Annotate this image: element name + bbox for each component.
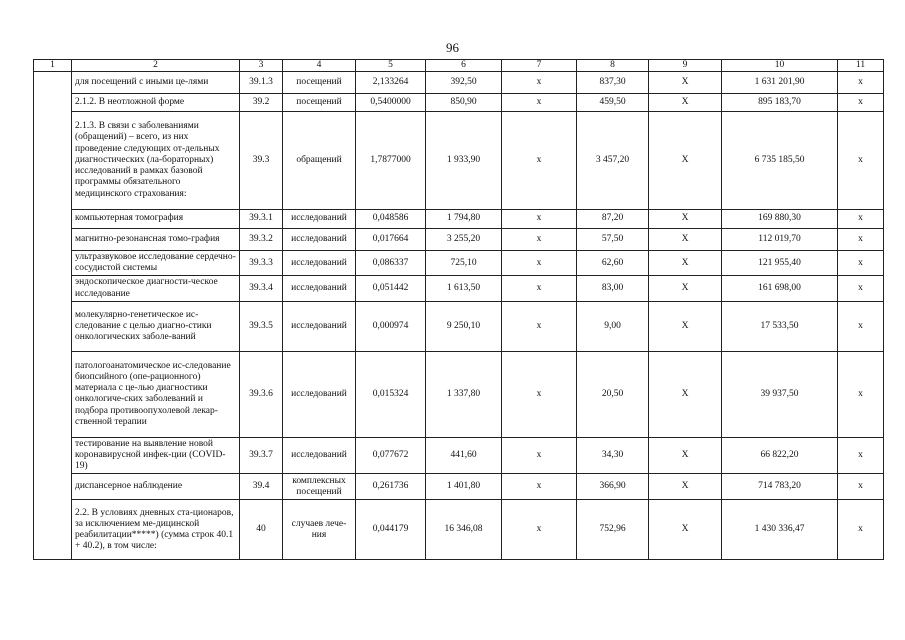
- table-row: [34, 229, 884, 251]
- row-unit-cell: исследований: [283, 437, 356, 474]
- row-col6-cell: 1 794,80: [426, 210, 502, 229]
- row-col5-cell: 0,086337: [356, 251, 426, 276]
- row-code-cell: 40: [240, 500, 283, 560]
- row-col5-cell: 1,7877000: [356, 112, 426, 210]
- row-code-cell: 39.2: [240, 94, 283, 112]
- row-col7-cell: х: [502, 474, 577, 500]
- row-col7-cell: х: [502, 276, 577, 301]
- row-code-cell: 39.3.6: [240, 351, 283, 437]
- page-number: 96: [446, 40, 459, 55]
- header-cell: 11: [838, 60, 884, 72]
- row-col10-cell: 66 822,20: [722, 437, 838, 474]
- row-col6-cell: 1 613,50: [426, 276, 502, 301]
- row-col8-cell: 3 457,20: [577, 112, 649, 210]
- row-unit-cell: посещений: [283, 72, 356, 94]
- row-col8-cell: 837,30: [577, 72, 649, 94]
- row-col5-cell: 0,048586: [356, 210, 426, 229]
- table-row: [34, 474, 884, 500]
- row-name-cell: патологоанатомическое ис-следование биопсийного (опе-рационного) материала с це-лью диагностики онкологиче-ских заболеваний и подбора противоопухолевой лекар-ственной терапии: [72, 351, 240, 437]
- row-unit-cell: исследований: [283, 301, 356, 351]
- row-col11-cell: х: [838, 500, 884, 560]
- row-col9-cell: Х: [649, 301, 722, 351]
- row-unit-cell: исследований: [283, 251, 356, 276]
- row-col5-cell: 0,017664: [356, 229, 426, 251]
- row-col9-cell: Х: [649, 276, 722, 301]
- row-col5-cell: 0,261736: [356, 474, 426, 500]
- row-col6-cell: 16 346,08: [426, 500, 502, 560]
- row-col7-cell: х: [502, 351, 577, 437]
- header-row: [34, 60, 884, 72]
- row-code-cell: 39.3.4: [240, 276, 283, 301]
- row-code-cell: 39.3: [240, 112, 283, 210]
- row-col8-cell: 20,50: [577, 351, 649, 437]
- row-code-cell: 39.3.7: [240, 437, 283, 474]
- row-unit-cell: исследований: [283, 276, 356, 301]
- row-col11-cell: х: [838, 301, 884, 351]
- row-col11-cell: х: [838, 210, 884, 229]
- header-cell: 8: [577, 60, 649, 72]
- row-col6-cell: 1 933,90: [426, 112, 502, 210]
- row-col8-cell: 366,90: [577, 474, 649, 500]
- row-col6-cell: 9 250,10: [426, 301, 502, 351]
- row-col5-cell: 0,015324: [356, 351, 426, 437]
- header-cell: 4: [283, 60, 356, 72]
- row-col11-cell: х: [838, 251, 884, 276]
- row-col7-cell: х: [502, 500, 577, 560]
- row-col10-cell: 161 698,00: [722, 276, 838, 301]
- row-col6-cell: 3 255,20: [426, 229, 502, 251]
- row-code-cell: 39.3.5: [240, 301, 283, 351]
- table-row: [34, 437, 884, 474]
- row-name-cell: диспансерное наблюдение: [72, 474, 240, 500]
- table-body: [34, 60, 884, 560]
- row-unit-cell: исследований: [283, 351, 356, 437]
- row-unit-cell: исследований: [283, 229, 356, 251]
- row-col6-cell: 1 337,80: [426, 351, 502, 437]
- row-col11-cell: х: [838, 94, 884, 112]
- row-col10-cell: 1 430 336,47: [722, 500, 838, 560]
- row-col10-cell: 6 735 185,50: [722, 112, 838, 210]
- data-table: [33, 59, 884, 560]
- row-col9-cell: Х: [649, 251, 722, 276]
- table-row: [34, 351, 884, 437]
- row-col6-cell: 441,60: [426, 437, 502, 474]
- row-col10-cell: 39 937,50: [722, 351, 838, 437]
- row-col11-cell: х: [838, 72, 884, 94]
- row-col8-cell: 62,60: [577, 251, 649, 276]
- row-col5-cell: 2,133264: [356, 72, 426, 94]
- table-row: [34, 72, 884, 94]
- row-col7-cell: х: [502, 251, 577, 276]
- table-row: [34, 210, 884, 229]
- row-col9-cell: Х: [649, 351, 722, 437]
- row-col10-cell: 169 880,30: [722, 210, 838, 229]
- table-row: [34, 276, 884, 301]
- row-col10-cell: 714 783,20: [722, 474, 838, 500]
- row-col5-cell: 0,051442: [356, 276, 426, 301]
- header-cell: 10: [722, 60, 838, 72]
- row-unit-cell: посещений: [283, 94, 356, 112]
- row-col9-cell: Х: [649, 437, 722, 474]
- row-name-cell: магнитно-резонансная томо-графия: [72, 229, 240, 251]
- row-code-cell: 39.3.3: [240, 251, 283, 276]
- merged-column-1-cell: [34, 72, 72, 560]
- row-col8-cell: 9,00: [577, 301, 649, 351]
- table-row: [34, 251, 884, 276]
- header-cell: 6: [426, 60, 502, 72]
- table-row: [34, 112, 884, 210]
- row-col7-cell: х: [502, 437, 577, 474]
- row-col11-cell: х: [838, 112, 884, 210]
- row-col5-cell: 0,000974: [356, 301, 426, 351]
- row-col11-cell: х: [838, 276, 884, 301]
- row-code-cell: 39.1.3: [240, 72, 283, 94]
- row-col11-cell: х: [838, 351, 884, 437]
- row-col8-cell: 459,50: [577, 94, 649, 112]
- row-col7-cell: х: [502, 210, 577, 229]
- header-cell: 7: [502, 60, 577, 72]
- table-row: [34, 94, 884, 112]
- row-col6-cell: 725,10: [426, 251, 502, 276]
- row-col7-cell: х: [502, 72, 577, 94]
- row-unit-cell: исследований: [283, 210, 356, 229]
- row-col6-cell: 1 401,80: [426, 474, 502, 500]
- row-name-cell: молекулярно-генетическое ис-следование с целью диагно-стики онкологических заболе-ваний: [72, 301, 240, 351]
- row-col8-cell: 34,30: [577, 437, 649, 474]
- row-col7-cell: х: [502, 229, 577, 251]
- row-name-cell: для посещений с иными це-лями: [72, 72, 240, 94]
- row-col5-cell: 0,077672: [356, 437, 426, 474]
- header-cell: 2: [72, 60, 240, 72]
- row-name-cell: 2.1.3. В связи с заболеваниями (обращений) – всего, из них проведение следующих от-дельных диагностических (ла-бораторных) исследований в рамках базовой программы обязательного медицинского страхования:: [72, 112, 240, 210]
- row-unit-cell: случаев лече-ния: [283, 500, 356, 560]
- row-col5-cell: 0,5400000: [356, 94, 426, 112]
- row-col9-cell: Х: [649, 229, 722, 251]
- row-col7-cell: х: [502, 112, 577, 210]
- header-cell: 5: [356, 60, 426, 72]
- row-name-cell: тестирование на выявление новой коронавирусной инфек-ции (COVID-19): [72, 437, 240, 474]
- header-cell: 9: [649, 60, 722, 72]
- table-row: [34, 301, 884, 351]
- row-col8-cell: 87,20: [577, 210, 649, 229]
- row-code-cell: 39.4: [240, 474, 283, 500]
- row-col5-cell: 0,044179: [356, 500, 426, 560]
- row-col6-cell: 850,90: [426, 94, 502, 112]
- row-col9-cell: Х: [649, 112, 722, 210]
- row-col11-cell: х: [838, 474, 884, 500]
- row-col9-cell: Х: [649, 474, 722, 500]
- table-row: [34, 500, 884, 560]
- row-col9-cell: Х: [649, 210, 722, 229]
- row-col10-cell: 121 955,40: [722, 251, 838, 276]
- row-unit-cell: обращений: [283, 112, 356, 210]
- row-col6-cell: 392,50: [426, 72, 502, 94]
- row-name-cell: 2.2. В условиях дневных ста-ционаров, за исключением ме-дицинской реабилитации*****) (сумма строк 40.1 + 40.2), в том числе:: [72, 500, 240, 560]
- row-name-cell: компьютерная томография: [72, 210, 240, 229]
- row-col8-cell: 83,00: [577, 276, 649, 301]
- row-col10-cell: 895 183,70: [722, 94, 838, 112]
- row-code-cell: 39.3.1: [240, 210, 283, 229]
- row-name-cell: эндоскопическое диагности-ческое исследование: [72, 276, 240, 301]
- row-code-cell: 39.3.2: [240, 229, 283, 251]
- row-col7-cell: х: [502, 94, 577, 112]
- row-name-cell: 2.1.2. В неотложной форме: [72, 94, 240, 112]
- row-col9-cell: Х: [649, 72, 722, 94]
- row-col11-cell: х: [838, 229, 884, 251]
- row-col9-cell: Х: [649, 500, 722, 560]
- row-col8-cell: 752,96: [577, 500, 649, 560]
- header-cell: 3: [240, 60, 283, 72]
- row-col11-cell: х: [838, 437, 884, 474]
- row-unit-cell: комплексных посещений: [283, 474, 356, 500]
- row-col10-cell: 112 019,70: [722, 229, 838, 251]
- row-col10-cell: 1 631 201,90: [722, 72, 838, 94]
- header-cell: 1: [34, 60, 72, 72]
- row-name-cell: ультразвуковое исследование сердечно-сосудистой системы: [72, 251, 240, 276]
- row-col9-cell: Х: [649, 94, 722, 112]
- row-col7-cell: х: [502, 301, 577, 351]
- row-col8-cell: 57,50: [577, 229, 649, 251]
- row-col10-cell: 17 533,50: [722, 301, 838, 351]
